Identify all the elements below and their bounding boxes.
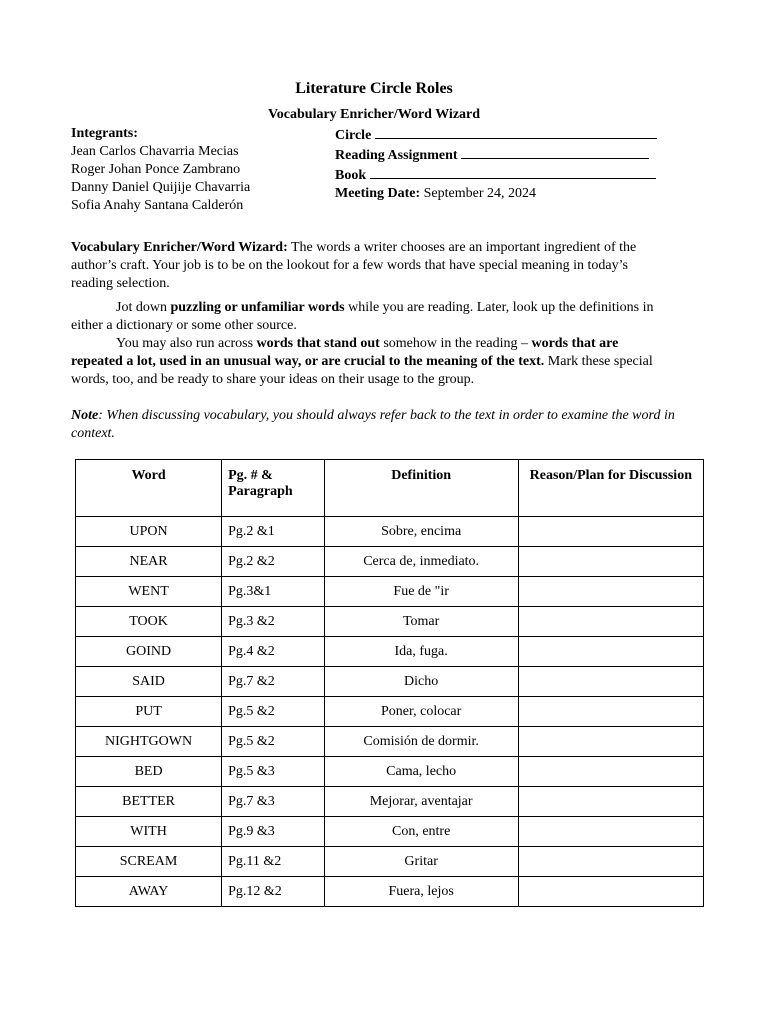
word-cell: BETTER <box>76 787 222 817</box>
book-blank[interactable] <box>370 165 656 179</box>
reading-blank[interactable] <box>461 145 649 159</box>
header-page: Pg. # & Paragraph <box>222 460 325 517</box>
para3-text-e: Mark these special words, too, and be ready to share your ideas on their usage to the group. <box>71 354 653 387</box>
meeting-value: September 24, 2024 <box>423 186 537 201</box>
table-row <box>76 577 704 607</box>
definition-cell: Cerca de, inmediato. <box>324 547 518 577</box>
note-text: : When discussing vocabulary, you should always refer back to the text in order to examine the word in context. <box>71 408 675 441</box>
definition-cell: Comisión de dormir. <box>324 727 518 757</box>
table-row <box>76 727 704 757</box>
table-row <box>76 877 704 907</box>
table-row <box>76 547 704 577</box>
header-word: Word <box>76 460 222 517</box>
jot-paragraph <box>71 299 669 335</box>
integrant-name: Jean Carlos Chavarria Mecias <box>71 144 239 159</box>
reason-cell[interactable] <box>518 877 703 907</box>
integrant-name: Roger Johan Ponce Zambrano <box>71 162 241 177</box>
page-cell: Pg.5 &3 <box>222 757 325 787</box>
page-cell: Pg.3 &2 <box>222 607 325 637</box>
book-field <box>335 165 657 185</box>
definition-cell: Gritar <box>324 847 518 877</box>
word-cell: NEAR <box>76 547 222 577</box>
reason-cell[interactable] <box>518 727 703 757</box>
reason-cell[interactable] <box>518 757 703 787</box>
circle-label: Circle <box>335 128 372 143</box>
para2-text-c: while you are reading. Later, look up the definitions in either a dictionary or some other source. <box>71 300 654 333</box>
page-cell: Pg.4 &2 <box>222 637 325 667</box>
reading-field <box>335 145 657 165</box>
note-lead: Note <box>71 408 99 423</box>
word-cell: TOOK <box>76 607 222 637</box>
para3-text-a: You may also run across <box>116 336 257 351</box>
reason-cell[interactable] <box>518 607 703 637</box>
para3-bold-d: words that are repeated a lot, used in an unusual way, or are crucial to the meaning of the text. <box>71 336 619 369</box>
table-row <box>76 757 704 787</box>
page-cell: Pg.2 &1 <box>222 517 325 547</box>
reading-label: Reading Assignment <box>335 148 458 163</box>
meeting-field <box>335 185 657 203</box>
definition-cell: Con, entre <box>324 817 518 847</box>
definition-cell: Dicho <box>324 667 518 697</box>
page-cell: Pg.12 &2 <box>222 877 325 907</box>
word-cell: SCREAM <box>76 847 222 877</box>
definition-cell: Ida, fuga. <box>324 637 518 667</box>
page-cell: Pg.2 &2 <box>222 547 325 577</box>
definition-cell: Fuera, lejos <box>324 877 518 907</box>
para3-bold-b: words that stand out <box>256 336 380 351</box>
word-cell: WITH <box>76 817 222 847</box>
para3-text-c: somehow in the reading – <box>379 336 532 351</box>
header-reason: Reason/Plan for Discussion <box>518 460 703 517</box>
integrant-name: Danny Daniel Quijije Chavarria <box>71 180 251 195</box>
note-paragraph <box>71 407 681 443</box>
para2-text-a: Jot down <box>116 300 171 315</box>
definition-cell: Tomar <box>324 607 518 637</box>
integrants-block <box>71 125 250 215</box>
word-cell: GOIND <box>76 637 222 667</box>
word-cell: UPON <box>76 517 222 547</box>
meeting-label: Meeting Date: <box>335 186 421 201</box>
definition-cell: Fue de "ir <box>324 577 518 607</box>
page-cell: Pg.11 &2 <box>222 847 325 877</box>
reason-cell[interactable] <box>518 577 703 607</box>
definition-cell: Sobre, encima <box>324 517 518 547</box>
word-cell: BED <box>76 757 222 787</box>
page-title: Literature Circle Roles <box>295 80 453 97</box>
reason-cell[interactable] <box>518 697 703 727</box>
page-cell: Pg.5 &2 <box>222 727 325 757</box>
word-cell: AWAY <box>76 877 222 907</box>
circle-field <box>335 125 657 145</box>
table-row <box>76 817 704 847</box>
intro-lead: Vocabulary Enricher/Word Wizard: <box>71 240 288 255</box>
word-cell: WENT <box>76 577 222 607</box>
definition-cell: Poner, colocar <box>324 697 518 727</box>
word-cell: PUT <box>76 697 222 727</box>
page-cell: Pg.7 &3 <box>222 787 325 817</box>
reason-cell[interactable] <box>518 817 703 847</box>
reason-cell[interactable] <box>518 667 703 697</box>
table-row <box>76 637 704 667</box>
reason-cell[interactable] <box>518 787 703 817</box>
intro-paragraph <box>71 239 669 293</box>
para2-bold: puzzling or unfamiliar words <box>170 300 345 315</box>
header-definition: Definition <box>324 460 518 517</box>
reason-cell[interactable] <box>518 547 703 577</box>
page-cell: Pg.3&1 <box>222 577 325 607</box>
intro-text: The words a writer chooses are an important ingredient of the author’s craft. Your job is to be on the lookout for a few words that have special meaning in today’s reading selection. <box>71 240 637 291</box>
page-cell: Pg.9 &3 <box>222 817 325 847</box>
book-label: Book <box>335 168 367 183</box>
word-cell: SAID <box>76 667 222 697</box>
table-row <box>76 607 704 637</box>
table-row <box>76 667 704 697</box>
page-cell: Pg.5 &2 <box>222 697 325 727</box>
word-cell: NIGHTGOWN <box>76 727 222 757</box>
table-row <box>76 847 704 877</box>
definition-cell: Cama, lecho <box>324 757 518 787</box>
table-row <box>76 697 704 727</box>
standout-paragraph <box>71 335 669 389</box>
reason-cell[interactable] <box>518 637 703 667</box>
table-header-row <box>76 460 704 517</box>
definition-cell: Mejorar, aventajar <box>324 787 518 817</box>
table-row <box>76 787 704 817</box>
circle-blank[interactable] <box>375 125 657 139</box>
reason-cell[interactable] <box>518 847 703 877</box>
reason-cell[interactable] <box>518 517 703 547</box>
page-subtitle: Vocabulary Enricher/Word Wizard <box>267 107 481 122</box>
vocabulary-table <box>75 459 704 907</box>
integrant-name: Sofia Anahy Santana Calderón <box>71 198 244 213</box>
assignment-fields <box>335 125 657 203</box>
integrants-label: Integrants: <box>71 126 138 141</box>
page-cell: Pg.7 &2 <box>222 667 325 697</box>
table-row <box>76 517 704 547</box>
